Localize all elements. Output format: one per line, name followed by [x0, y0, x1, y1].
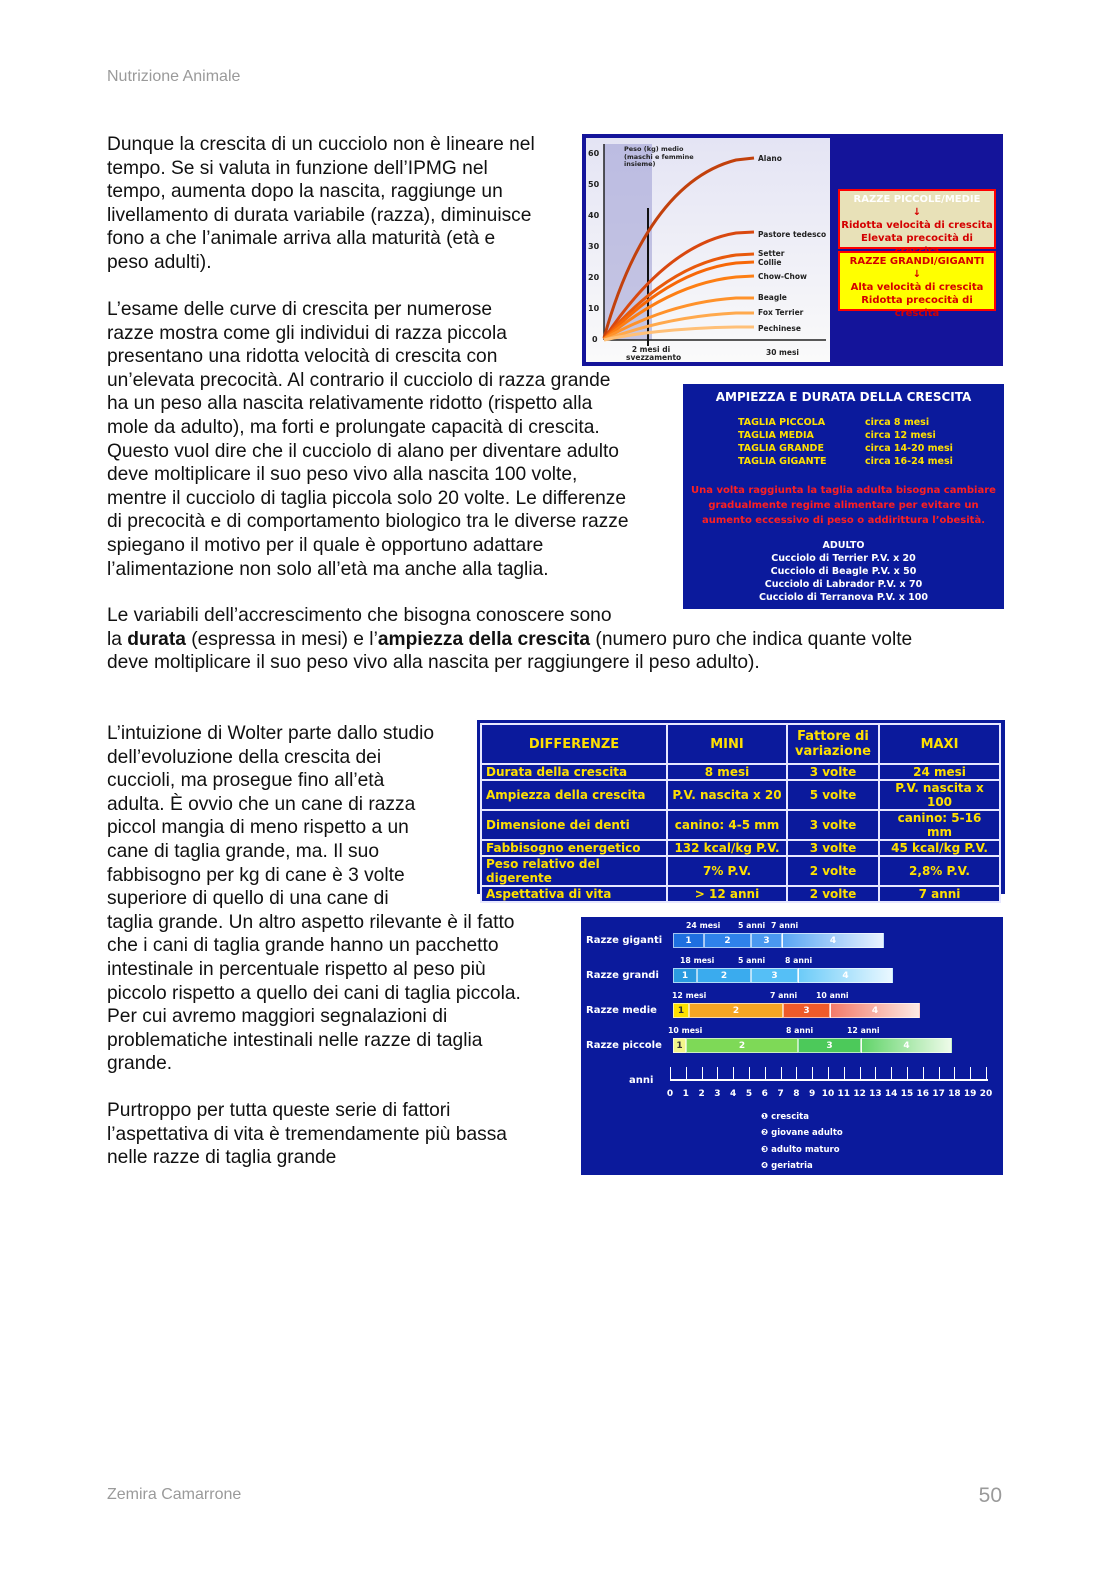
axis-tick-mark [828, 1067, 829, 1079]
legend-item [761, 1161, 813, 1171]
axis-tick-label: 16 [916, 1089, 930, 1099]
small-breeds-box [838, 189, 996, 249]
cell: P.V. nascita x 20 [667, 780, 787, 810]
phase-segment: 2 [689, 1003, 783, 1018]
y-tick: 10 [588, 304, 600, 313]
axis-tick-mark [986, 1067, 987, 1079]
breed-label: Fox Terrier [758, 308, 804, 317]
column-header: MINI [667, 724, 787, 764]
segment-caption: 5 anni [738, 956, 766, 965]
table-row [481, 764, 1000, 780]
breed-label: Chow-Chow [758, 272, 807, 281]
axis-tick-label: 17 [932, 1089, 945, 1099]
cell: P.V. nascita x 100 [879, 780, 1000, 810]
size-duration: circa 16-24 mesi [865, 456, 953, 467]
size-label: TAGLIA GRANDE [738, 443, 824, 454]
axis-tick-mark [970, 1067, 971, 1079]
category-label: Razze medie [586, 1005, 657, 1016]
warning-text [683, 483, 1004, 528]
segment-caption: 10 anni [816, 991, 849, 1000]
axis-tick-label: 12 [853, 1089, 866, 1099]
cell: 5 volte [787, 780, 879, 810]
axis-tick-label: 3 [714, 1089, 721, 1099]
small-breeds-title: RAZZE PICCOLE/MEDIE [853, 194, 981, 205]
small-breeds-line: Elevata precocità di [861, 233, 973, 244]
adult-row: Cucciolo di Beagle P.V. x 50 [770, 566, 917, 577]
phase-segment: 4 [798, 968, 893, 983]
axis-tick-label: 5 [745, 1089, 753, 1099]
column-header: DIFFERENZE [481, 724, 667, 764]
axis-tick-mark [860, 1067, 861, 1079]
breed-label: Pastore tedesco [758, 230, 827, 239]
axis-tick-label: 2 [698, 1089, 705, 1099]
growth-curves-slide [582, 134, 1003, 366]
axis-tick-mark [875, 1067, 876, 1079]
slide-title: AMPIEZZA E DURATA DELLA CRESCITA [715, 390, 972, 404]
breed-label: Pechinese [758, 324, 801, 333]
category-label: Razze grandi [586, 970, 659, 981]
phase-segment: 4 [861, 1038, 952, 1053]
legend-label: geriatria [771, 1161, 813, 1171]
cell: > 12 anni [667, 886, 787, 902]
cell: 45 kcal/kg P.V. [879, 840, 1000, 856]
segment-caption: 7 anni [771, 921, 799, 930]
phase-segment: 4 [830, 1003, 920, 1018]
y-tick: 50 [588, 180, 600, 189]
axis-tick-mark [844, 1067, 845, 1079]
size-label: TAGLIA GIGANTE [738, 456, 827, 467]
size-duration: circa 14-20 mesi [865, 443, 953, 454]
cell: 2 volte [787, 856, 879, 886]
large-breeds-title: RAZZE GRANDI/GIGANTI [849, 256, 985, 267]
cell: Aspettativa di vita [481, 886, 667, 902]
cell: 7% P.V. [667, 856, 787, 886]
axis-tick-label: 19 [963, 1089, 977, 1099]
phase-segment: 3 [783, 1003, 830, 1018]
axis-tick-label: 7 [777, 1089, 784, 1099]
size-label: TAGLIA PICCOLA [738, 417, 826, 428]
legend-label: crescita [771, 1112, 809, 1122]
breed-label: Beagle [758, 293, 787, 302]
axis-tick-mark [749, 1067, 750, 1079]
page-number: 50 [978, 1484, 1002, 1507]
phase-segment: 1 [673, 933, 704, 948]
segment-caption: 10 mesi [668, 1026, 703, 1035]
large-breeds-line: Alta velocità di crescita [850, 282, 984, 293]
page-footer-author: Zemira Camarrone [107, 1486, 242, 1503]
axis-tick-label: 14 [884, 1089, 898, 1099]
phase-segment: 2 [704, 933, 751, 948]
paragraph-growth-variables: Le variabili dell’accrescimento che bisogna conoscere sono la durata (espressa in mesi) e l’ampiezza della crescita (numero puro che indica quante volte deve moltiplicare il suo peso vivo alla nascita per raggiungere il peso adulto). [107, 605, 913, 674]
axis-tick-label: 0 [666, 1089, 674, 1099]
cell: Fabbisogno energetico [481, 840, 667, 856]
phase-segment: 2 [686, 1038, 798, 1053]
cell: 2 volte [787, 886, 879, 902]
axis-tick-label: 8 [793, 1089, 800, 1099]
axis-tick-mark [796, 1067, 797, 1079]
axis-tick-mark [812, 1067, 813, 1079]
phase-segment: 3 [798, 1038, 861, 1053]
warning-line: Una volta raggiunta la taglia adulta bisogna cambiare [691, 485, 996, 496]
column-header: MAXI [879, 724, 1000, 764]
cell: 8 mesi [667, 764, 787, 780]
axis-tick-mark [954, 1067, 955, 1079]
page-header: Nutrizione Animale [107, 68, 241, 85]
y-tick: 20 [588, 273, 600, 282]
axis-tick-label: 6 [761, 1089, 768, 1099]
legend-label: giovane adulto [771, 1128, 843, 1138]
cell: 3 volte [787, 810, 879, 840]
segment-caption: 8 anni [785, 956, 813, 965]
axis-tick-label: 9 [809, 1089, 816, 1099]
adult-title: ADULTO [822, 540, 865, 551]
y-tick: 40 [588, 211, 600, 220]
cell: 132 kcal/kg P.V. [667, 840, 787, 856]
axis-tick-mark [891, 1067, 892, 1079]
large-breeds-line: Ridotta precocità di crescita [861, 295, 973, 319]
segment-caption: 5 anni [738, 921, 766, 930]
number-three-icon: ❸ [761, 1145, 769, 1155]
axis-tick-mark [923, 1067, 924, 1079]
size-label: TAGLIA MEDIA [738, 430, 814, 441]
adult-row: Cucciolo di Terrier P.V. x 20 [771, 553, 916, 564]
life-stages-slide [581, 917, 1003, 1175]
x-axis-right-label: 30 mesi [766, 348, 799, 357]
axis-tick-mark [717, 1067, 718, 1079]
table-row [481, 840, 1000, 856]
breed-label: Collie [758, 258, 782, 267]
segment-caption: 12 anni [847, 1026, 880, 1035]
cell: canino: 4-5 mm [667, 810, 787, 840]
phase-segment: 1 [673, 1003, 689, 1018]
adult-row: Cucciolo di Terranova P.V. x 100 [758, 592, 928, 603]
axis-tick-mark [686, 1067, 687, 1079]
axis-tick-label: 11 [837, 1089, 851, 1099]
legend-item [761, 1112, 809, 1122]
warning-line: aumento eccessivo di peso o addirittura l’obesità. [701, 515, 986, 526]
differences-table [480, 723, 1001, 903]
ampiezza-durata-slide [683, 384, 1004, 609]
cell: Durata della crescita [481, 764, 667, 780]
breed-label: Alano [758, 154, 782, 163]
down-arrow-icon: ↓ [912, 207, 922, 218]
axis-tick-mark [939, 1067, 940, 1079]
y-tick: 0 [592, 335, 598, 344]
x-axis-left-label: 2 mesi di svezzamento [626, 345, 682, 362]
number-two-icon: ❷ [761, 1128, 769, 1138]
axis-tick-label: 13 [869, 1089, 882, 1099]
segment-caption: 8 anni [786, 1026, 814, 1035]
cell: Dimensione dei denti [481, 810, 667, 840]
legend-label: adulto maturo [771, 1145, 840, 1155]
axis-tick-label: 15 [900, 1089, 914, 1099]
axis-tick-mark [765, 1067, 766, 1079]
paragraph-growth-nonlinear: Dunque la crescita di un cucciolo non è lineare nel tempo. Se si valuta in funzione dell’IPMG nel tempo, aumenta dopo la nascita, raggiunge un livellamento di durata variabile (razza), diminuisce fono a che l’animale arriva alla maturità (età e peso adulti). [107, 134, 535, 273]
axis-tick-label: 20 [979, 1089, 993, 1099]
legend-item [761, 1128, 843, 1138]
warning-line: gradualmente regime alimentare per evitare un [708, 500, 979, 511]
paragraph-wolter: L’intuizione di Wolter parte dallo studio dell’evoluzione della crescita dei cuccioli, ma prosegue fino all’età adulta. È ovvio che un cane di razza piccol mangia di meno rispetto a un cane di taglia grande, ma. Il suo fabbisogno per kg di cane è 3 volte superiore di quello di una cane di taglia grande. Un altro aspetto rilevante è il fatto che i cani di taglia grande hanno un pacchetto intestinale in percentuale rispetto al peso più piccolo rispetto a quello dei cani di taglia piccola. Per cui avremo maggiori segnalazioni di problematiche intestinali nelle razze di taglia grande. [107, 723, 521, 1075]
table-header-row [481, 724, 1000, 764]
legend-item [761, 1145, 840, 1155]
number-one-icon: ❶ [761, 1112, 769, 1122]
axis-label: anni [629, 1075, 654, 1086]
cell: Peso relativo del digerente [481, 856, 667, 886]
segment-caption: 12 mesi [672, 991, 707, 1000]
adult-row: Cucciolo di Labrador P.V. x 70 [764, 579, 923, 590]
cell: 24 mesi [879, 764, 1000, 780]
cell: 7 anni [879, 886, 1000, 902]
table-row [481, 856, 1000, 886]
large-breeds-box [838, 251, 996, 319]
size-duration: circa 8 mesi [865, 417, 930, 428]
cell: Ampiezza della crescita [481, 780, 667, 810]
phase-segment: 3 [751, 933, 782, 948]
column-header: Fattore di variazione [787, 724, 879, 764]
y-axis-title: Peso (kg) medio (maschi e femmine insieme) [624, 145, 694, 168]
differences-table-slide [477, 720, 1005, 901]
segment-caption: 18 mesi [680, 956, 715, 965]
axis-tick-label: 4 [730, 1089, 737, 1099]
cell: 3 volte [787, 764, 879, 780]
axis-tick-mark [670, 1067, 671, 1079]
size-duration: circa 12 mesi [865, 430, 936, 441]
growth-curves-plot [586, 138, 830, 362]
axis-tick-mark [781, 1067, 782, 1079]
segment-caption: 24 mesi [686, 921, 721, 930]
paragraph-life-expectancy: Purtroppo per tutta queste serie di fattori l’aspettativa di vita è tremendamente più bassa nelle razze di taglia grande [107, 1100, 507, 1169]
phase-segment: 2 [697, 968, 751, 983]
phase-segment: 1 [673, 1038, 686, 1053]
cell: 3 volte [787, 840, 879, 856]
axis-tick-mark [907, 1067, 908, 1079]
cell: 2,8% P.V. [879, 856, 1000, 886]
paragraph-growth-curves: L’esame delle curve di crescita per numerose razze mostra come gli individui di razza piccola presentano una ridotta velocità di crescita con un’elevata precocità. Al contrario il cucciolo di razza grande ha un peso alla nascita relativamente ridotto (rispetto alla mole da adulto), ma forti e prolungate capacità di crescita. Questo vuol dire che il cucciolo di alano per diventare adulto deve moltiplicare il suo peso vivo alla nascita 100 volte, mentre il cucciolo di taglia piccola solo 20 volte. Le differenze di precocità e di comportamento biologico tra le diverse razze spiegano il motivo per il quale è opportuno adattare l’alimentazione non solo all’età ma anche alla taglia. [107, 299, 629, 580]
breed-label: Setter [758, 249, 785, 258]
cell: canino: 5-16 mm [879, 810, 1000, 840]
phase-segment: 4 [782, 933, 884, 948]
number-four-icon: ❹ [761, 1161, 769, 1171]
axis-tick-label: 18 [948, 1089, 961, 1099]
axis-line [670, 1079, 988, 1081]
y-tick: 30 [588, 242, 600, 251]
table-row [481, 810, 1000, 840]
axis-tick-mark [733, 1067, 734, 1079]
table-row [481, 886, 1000, 902]
category-label: Razze piccole [586, 1040, 662, 1051]
down-arrow-icon: ↓ [912, 269, 922, 280]
axis-tick-mark [702, 1067, 703, 1079]
phase-segment: 1 [673, 968, 697, 983]
segment-caption: 7 anni [770, 991, 798, 1000]
axis-tick-label: 10 [821, 1089, 835, 1099]
table-row [481, 780, 1000, 810]
small-breeds-line: Ridotta velocità di crescita [841, 220, 993, 231]
category-label: Razze giganti [586, 935, 663, 946]
phase-segment: 3 [751, 968, 798, 983]
y-tick: 60 [588, 149, 600, 158]
axis-tick-label: 1 [682, 1089, 689, 1099]
